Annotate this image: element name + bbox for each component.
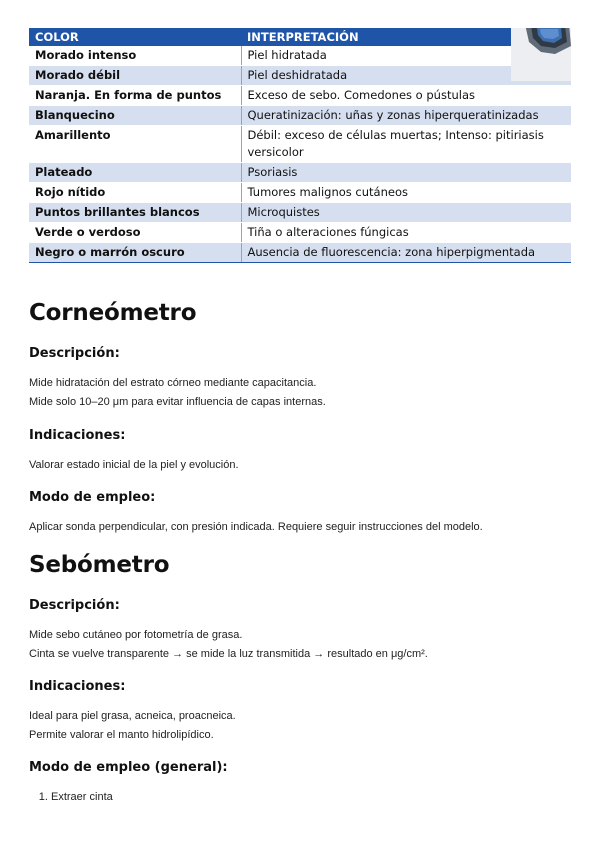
corneometro-usage-text: Aplicar sonda perpendicular, con presión indicada. Requiere seguir instrucciones del modelo.: [29, 521, 483, 533]
color-cell: Morado intenso: [29, 46, 241, 66]
list-item: 1. Extraer cinta: [51, 788, 113, 807]
table-row: [29, 46, 571, 66]
color-cell: Puntos brillantes blancos: [29, 203, 241, 223]
table-row: [29, 183, 571, 203]
interpretation-cell: Tumores malignos cutáneos: [241, 183, 571, 203]
sebometro-indications-heading: Indicaciones:: [29, 679, 126, 694]
interpretation-cell: Ausencia de fluorescencia: zona hiperpigmentada: [241, 243, 571, 263]
table-row: [29, 86, 571, 106]
interpretation-cell: Microquistes: [241, 203, 571, 223]
corneometro-indications-text: Valorar estado inicial de la piel y evolución.: [29, 459, 239, 471]
sebometro-steps-list: [29, 788, 113, 807]
header-color: COLOR: [29, 28, 241, 46]
table-row: [29, 203, 571, 223]
interpretation-cell: Piel deshidratada: [241, 66, 571, 86]
sebometro-title: Sebómetro: [29, 552, 170, 578]
corneometro-description-heading: Descripción:: [29, 346, 120, 361]
table-row: [29, 126, 571, 163]
color-cell: Negro o marrón oscuro: [29, 243, 241, 263]
interpretation-cell: Exceso de sebo. Comedones o pústulas: [241, 86, 571, 106]
interpretation-cell: Psoriasis: [241, 163, 571, 183]
sebometro-usage-heading: Modo de empleo (general):: [29, 760, 228, 775]
corneometro-usage-heading: Modo de empleo:: [29, 490, 156, 505]
color-cell: Naranja. En forma de puntos: [29, 86, 241, 106]
corneometro-indications-heading: Indicaciones:: [29, 428, 126, 443]
interpretation-cell: Queratinización: uñas y zonas hiperqueratinizadas: [241, 106, 571, 126]
interpretation-cell: Tiña o alteraciones fúngicas: [241, 223, 571, 243]
table-header-row: [29, 28, 571, 46]
color-interpretation-table: [29, 28, 571, 263]
table-row: [29, 163, 571, 183]
sebometro-section: [29, 550, 574, 803]
color-cell: Verde o verdoso: [29, 223, 241, 243]
color-cell: Rojo nítido: [29, 183, 241, 203]
table-row: [29, 66, 571, 86]
color-cell: Morado débil: [29, 66, 241, 86]
color-cell: Plateado: [29, 163, 241, 183]
corneometro-section: [29, 298, 574, 533]
table-row: [29, 223, 571, 243]
sebometro-description-text: Mide sebo cutáneo por fotometría de grasa. Cinta se vuelve transparente → se mide la luz transmitida → resultado en μg/cm².: [29, 629, 428, 660]
table-row: [29, 243, 571, 263]
wood-lamp-device-image: [511, 28, 571, 81]
sebometro-description-heading: Descripción:: [29, 598, 120, 613]
sebometro-indications-text: Ideal para piel grasa, acneica, proacneica. Permite valorar el manto hidrolipídico.: [29, 710, 236, 741]
corneometro-title: Corneómetro: [29, 300, 197, 326]
device-illustration: [511, 28, 571, 81]
wood-lamp-color-table: [29, 28, 571, 263]
corneometro-description-text: Mide hidratación del estrato córneo mediante capacitancia. Mide solo 10–20 μm para evitar influencia de capas internas.: [29, 377, 326, 408]
interpretation-cell: Débil: exceso de células muertas; Intenso: pitiriasis versicolor: [241, 126, 571, 163]
interpretation-cell: Piel hidratada: [241, 46, 571, 66]
color-cell: Blanquecino: [29, 106, 241, 126]
color-cell: Amarillento: [29, 126, 241, 163]
table-row: [29, 106, 571, 126]
header-interpretation: INTERPRETACIÓN: [241, 28, 571, 46]
